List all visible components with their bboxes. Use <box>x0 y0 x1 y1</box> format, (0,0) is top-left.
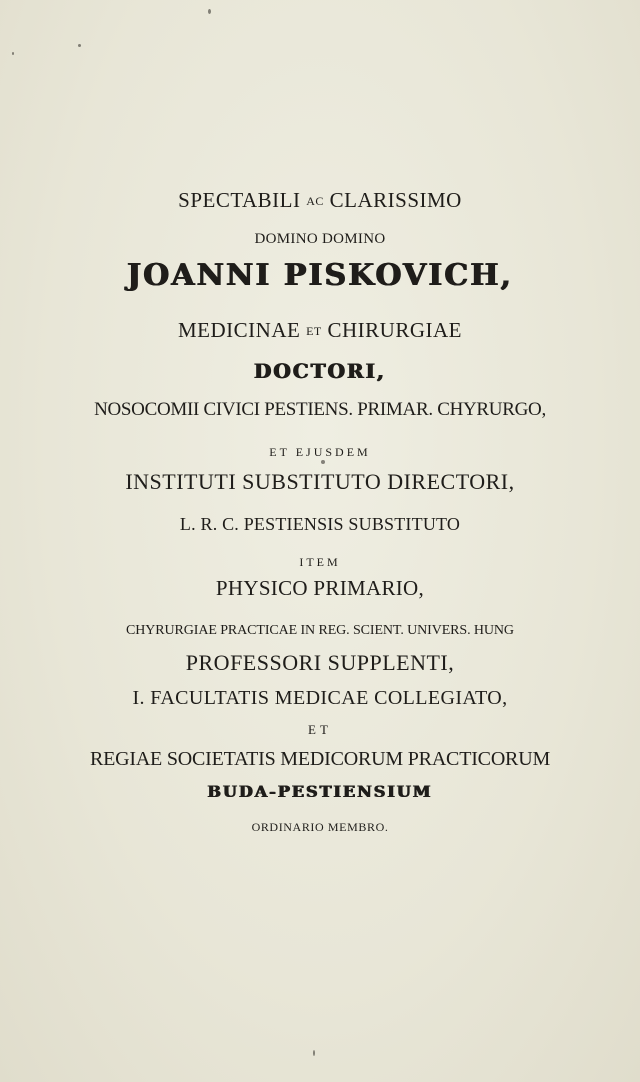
dedication-line-et: ET <box>308 722 332 737</box>
ink-speck <box>321 460 325 464</box>
dedication-line-professori: PROFESSORI SUPPLENTI, <box>185 650 455 675</box>
dedication-line-chyrurgiae-practicae: CHYRURGIAE PRACTICAE IN REG. SCIENT. UNIVERS. HUNG <box>126 623 514 638</box>
dedication-line-nosocomii: NOSOCOMII CIVICI PESTIENS. PRIMAR. CHYRURGO, <box>94 399 546 420</box>
dedication-line-doctori: DOCTORI, <box>254 359 386 383</box>
dedication-line-buda-pestiensium: BUDA-PESTIENSIUM <box>207 782 433 801</box>
word-spectabili: SPECTABILI <box>178 188 301 212</box>
ink-speck <box>208 9 211 14</box>
dedication-line-item: ITEM <box>299 555 341 569</box>
ink-speck <box>12 52 14 55</box>
dedicatee-name: JOANNI PISKOVICH, <box>126 258 514 293</box>
dedication-line-instituti: INSTITUTI SUBSTITUTO DIRECTORI, <box>125 469 515 494</box>
word-et: ET <box>306 324 322 338</box>
dedication-line-medicinae <box>0 320 640 341</box>
dedication-line-lrc: L. R. C. PESTIENSIS SUBSTITUTO <box>179 514 461 534</box>
word-ac: AC <box>306 194 324 208</box>
dedication-line-physico: PHYSICO PRIMARIO, <box>215 576 425 600</box>
word-medicinae: MEDICINAE <box>178 318 301 342</box>
dedication-line-regiae-societatis: REGIAE SOCIETATIS MEDICORUM PRACTICORUM <box>89 748 551 770</box>
dedication-line-facultatis: I. FACULTATIS MEDICAE COLLEGIATO, <box>132 687 508 709</box>
ink-speck <box>78 44 81 47</box>
ink-speck <box>313 1050 315 1056</box>
dedication-line-et-ejusdem: ET EJUSDEM <box>269 445 371 459</box>
dedication-line-ordinario-membro: ORDINARIO MEMBRO. <box>251 820 389 834</box>
word-chirurgiae: CHIRURGIAE <box>327 318 462 342</box>
word-clarissimo: CLARISSIMO <box>329 188 462 212</box>
dedication-line-spectabili <box>0 190 640 211</box>
dedication-line-domino: DOMINO DOMINO <box>254 231 386 247</box>
